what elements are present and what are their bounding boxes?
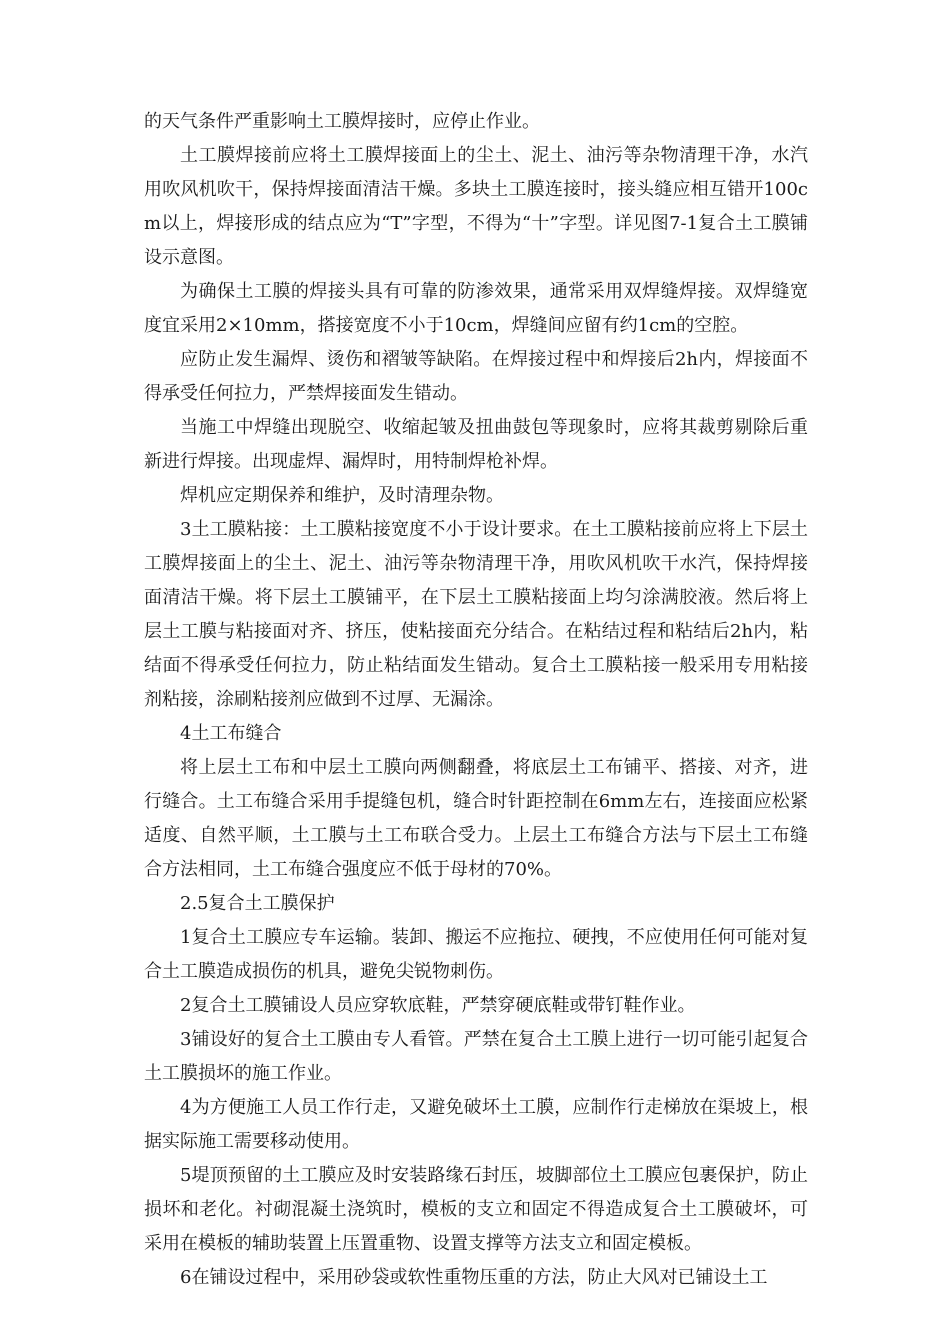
heading-membrane-protection: 2.5复合土工膜保护 bbox=[180, 893, 335, 914]
paragraph-rewelding: 当施工中焊缝出现脱空、收缩起皱及扭曲鼓包等现象时，应将其裁剪剔除后重新进行焊接。出现虚焊、漏焊时，用特制焊枪补焊。 bbox=[144, 417, 808, 472]
paragraph-protection-transport: 1复合土工膜应专车运输。装卸、搬运不应拖拉、硬拽，不应使用任何可能对复合土工膜造成损伤的机具，避免尖锐物刺伤。 bbox=[144, 927, 808, 982]
paragraph-protection-supervision: 3铺设好的复合土工膜由专人看管。严禁在复合土工膜上进行一切可能引起复合土工膜损坏的施工作业。 bbox=[144, 1029, 808, 1084]
heading-geotextile-sewing: 4土工布缝合 bbox=[180, 723, 282, 744]
paragraph-double-seam: 为确保土工膜的焊接头具有可靠的防渗效果，通常采用双焊缝焊接。双焊缝宽度宜采用2×10mm，搭接宽度不小于10cm，焊缝间应留有约1cm的空腔。 bbox=[144, 281, 808, 336]
paragraph-welder-maintenance: 焊机应定期保养和维护，及时清理杂物。 bbox=[180, 485, 504, 506]
paragraph-defect-prevention: 应防止发生漏焊、烫伤和褶皱等缺陷。在焊接过程中和焊接后2h内，焊接面不得承受任何拉力，严禁焊接面发生错动。 bbox=[144, 349, 808, 404]
paragraph-membrane-bonding: 3土工膜粘接：土工膜粘接宽度不小于设计要求。在土工膜粘接前应将上下层土工膜焊接面上的尘土、泥土、油污等杂物清理干净，用吹风机吹干水汽，保持焊接面清洁干燥。将下层土工膜铺平，在下层土工膜粘接面上均匀涂满胶液。然后将上层土工膜与粘接面对齐、挤压，使粘接面充分结合。在粘结过程和粘结后2h内，粘结面不得承受任何拉力，防止粘结面发生错动。复合土工膜粘接一般采用专用粘接剂粘接，涂刷粘接剂应做到不过厚、无漏涂。 bbox=[144, 519, 808, 710]
paragraph-protection-embankment: 5堤顶预留的土工膜应及时安装路缘石封压，坡脚部位土工膜应包裹保护，防止损坏和老化。衬砌混凝土浇筑时，模板的支立和固定不得造成复合土工膜破坏，可采用在模板的辅助装置上压置重物、设置支撑等方法支立和固定模板。 bbox=[144, 1165, 808, 1254]
paragraph-welding-preparation: 土工膜焊接前应将土工膜焊接面上的尘土、泥土、油污等杂物清理干净，水汽用吹风机吹干，保持焊接面清洁干燥。多块土工膜连接时，接头缝应相互错开100cm以上，焊接形成的结点应为“T”字型，不得为“十”字型。详见图7-1复合土工膜铺设示意图。 bbox=[144, 145, 808, 268]
paragraph-protection-walkway: 4为方便施工人员工作行走，又避免破坏土工膜，应制作行走梯放在渠坡上，根据实际施工需要移动使用。 bbox=[144, 1097, 808, 1152]
paragraph-geotextile-sewing: 将上层土工布和中层土工膜向两侧翻叠，将底层土工布铺平、搭接、对齐，进行缝合。土工布缝合采用手提缝包机，缝合时针距控制在6mm左右，连接面应松紧适度、自然平顺，土工膜与土工布联合受力。上层土工布缝合方法与下层土工布缝合方法相同，土工布缝合强度应不低于母材的70%。 bbox=[144, 757, 808, 880]
document-body bbox=[144, 105, 808, 1295]
paragraph-protection-footwear: 2复合土工膜铺设人员应穿软底鞋，严禁穿硬底鞋或带钉鞋作业。 bbox=[180, 995, 696, 1016]
paragraph-continuation: 的天气条件严重影响土工膜焊接时，应停止作业。 bbox=[144, 111, 540, 132]
paragraph-protection-wind: 6在铺设过程中，采用砂袋或软性重物压重的方法，防止大风对已铺设土工 bbox=[180, 1267, 768, 1288]
